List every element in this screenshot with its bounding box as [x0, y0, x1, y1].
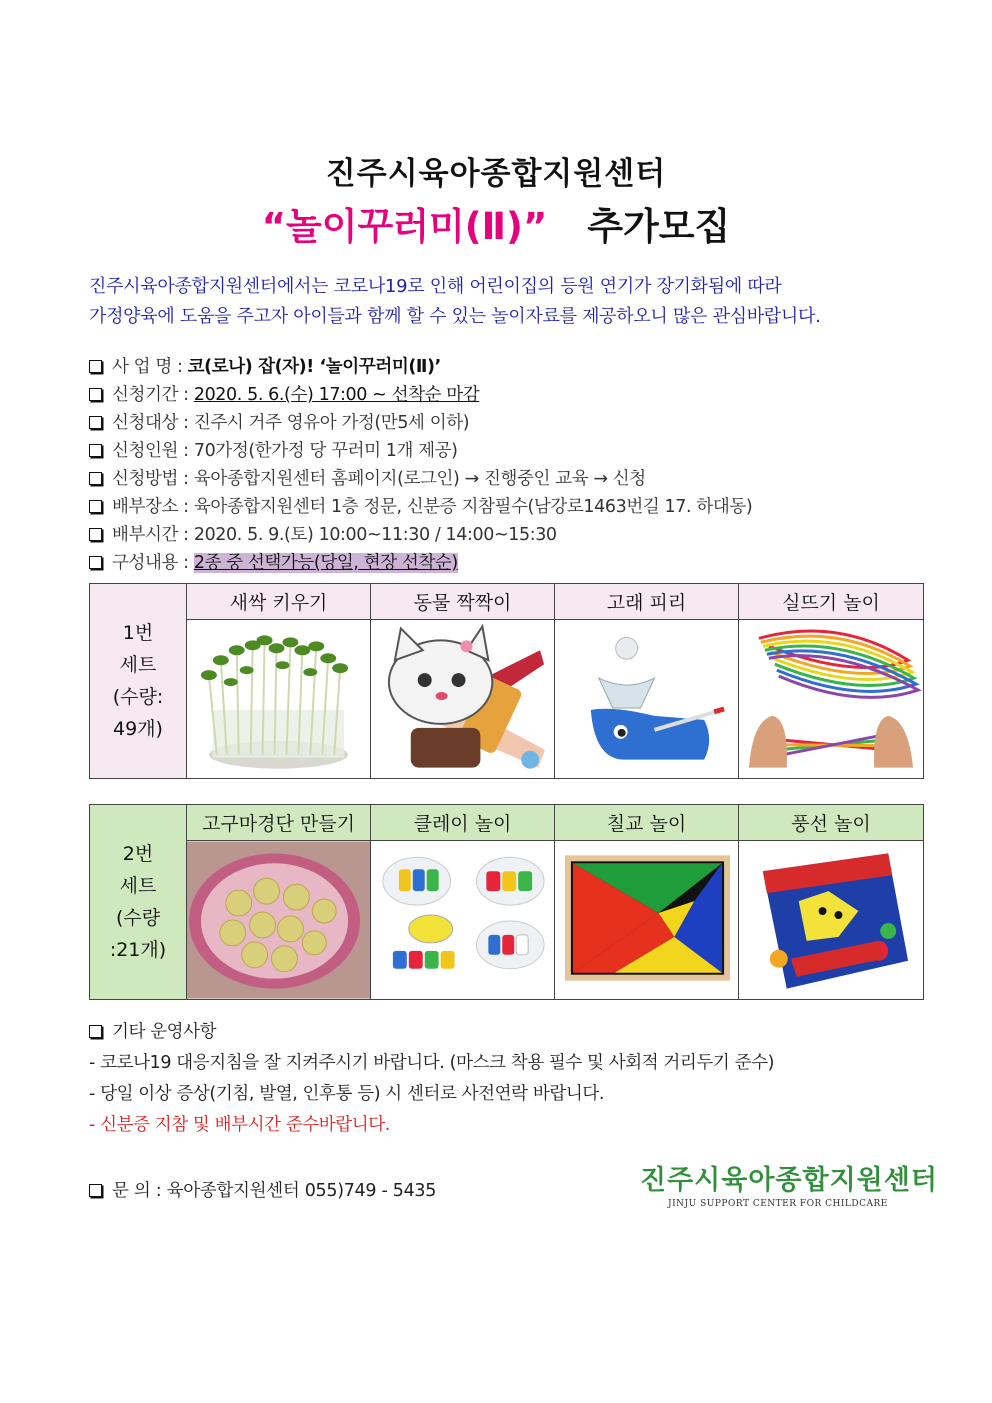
set-label-line: 1번: [122, 622, 154, 644]
logo-subtext: JINJU SUPPORT CENTER FOR CHILDCARE: [668, 1199, 888, 1209]
info-row: [89, 353, 909, 381]
set2-item-header: 클레이 놀이: [371, 805, 555, 841]
contact-text: 문 의 : 육아종합지원센터 055)749 - 5435: [112, 1181, 437, 1201]
cats-cradle-photo: [739, 620, 924, 779]
info-label: 배부장소 :: [112, 497, 194, 517]
checkbox-bullet-icon: [89, 1025, 102, 1038]
info-label: 사 업 명 :: [112, 357, 188, 377]
info-value: 코(로나) 잡(자)! ‘놀이꾸러미(Ⅱ)’: [187, 357, 441, 377]
set1-item-header: 고래 피리: [555, 584, 739, 620]
set1-item-header: 새싹 키우기: [187, 584, 371, 620]
animal-clapper-photo: [371, 620, 555, 779]
cats-cradle-image: [739, 620, 923, 778]
info-row: [89, 409, 909, 437]
info-label: 신청대상 :: [112, 413, 194, 433]
notes-heading-text: 기타 운영사항: [112, 1022, 217, 1042]
info-label: 신청기간 :: [112, 385, 194, 405]
page-title: 진주시육아종합지원센터: [325, 156, 667, 192]
info-label: 배부시간 :: [112, 525, 194, 545]
clay-image: [371, 841, 554, 999]
info-value: 2020. 5. 6.(수) 17:00 ~ 선착순 마감: [193, 385, 480, 405]
animal-clapper-image: [371, 620, 554, 778]
dumpling-image: [187, 841, 370, 999]
intro-line: 진주시육아종합지원센터에서는 코로나19로 인해 어린이집의 등원 연기가 장기화됨에 따라: [89, 276, 782, 297]
set-label-line: :21개): [109, 939, 167, 961]
set2-label: [90, 805, 187, 1000]
info-row: [89, 465, 909, 493]
info-row: [89, 437, 909, 465]
checkbox-bullet-icon: [89, 500, 102, 513]
checkbox-bullet-icon: [89, 444, 102, 457]
info-label: 신청방법 :: [112, 469, 194, 489]
balloon-pack-image: [739, 841, 923, 999]
info-value: 육아종합지원센터 홈페이지(로그인) → 진행중인 교육 → 신청: [193, 469, 646, 489]
checkbox-bullet-icon: [89, 416, 102, 429]
balloon-pack-photo: [739, 841, 924, 1000]
note-line: - 당일 이상 증상(기침, 발열, 인후통 등) 시 센터로 사전연락 바랍니다.: [89, 1084, 605, 1104]
contact-info: [89, 1177, 436, 1202]
set-label-line: (수량: [115, 907, 161, 929]
intro-line: 가정양육에 도움을 주고자 아이들과 함께 할 수 있는 놀이자료를 제공하오니 많은 관심바랍니다.: [89, 306, 821, 327]
set-label-line: 2번: [122, 843, 154, 865]
set2-item-header: 고구마경단 만들기: [187, 805, 371, 841]
set1-label: [90, 584, 187, 779]
page-subtitle: [0, 196, 992, 250]
checkbox-bullet-icon: [89, 556, 102, 569]
note-line-warning: - 신분증 지참 및 배부시간 준수바랍니다.: [89, 1115, 390, 1135]
whale-whistle-image: [555, 620, 738, 778]
info-row: [89, 381, 909, 409]
checkbox-bullet-icon: [89, 528, 102, 541]
tangram-image: [555, 841, 738, 999]
info-value: 육아종합지원센터 1층 정문, 신분증 지참필수(남강로1463번길 17. 하대동): [193, 497, 753, 517]
set1-item-header: 동물 짝짝이: [371, 584, 555, 620]
info-value: 2종 중 선택가능(당일, 현장 선착순): [193, 553, 458, 573]
logo-text: 진주시육아종합지원센터: [640, 1165, 938, 1196]
info-value: 2020. 5. 9.(토) 10:00~11:30 / 14:00~15:30: [193, 525, 557, 545]
tangram-photo: [555, 841, 739, 1000]
info-value: 70가정(한가정 당 꾸러미 1개 제공): [193, 441, 458, 461]
info-list: [89, 353, 909, 577]
checkbox-bullet-icon: [89, 472, 102, 485]
other-notes: [89, 1017, 909, 1141]
info-row: [89, 549, 909, 577]
set2-item-header: 풍선 놀이: [739, 805, 924, 841]
sweet-potato-dumpling-photo: [187, 841, 371, 1000]
info-label: 구성내용 :: [112, 553, 194, 573]
checkbox-bullet-icon: [89, 1184, 102, 1197]
program-name: “놀이꾸러미(Ⅱ)”: [261, 205, 548, 248]
info-row: [89, 521, 909, 549]
set2-item-header: 칠교 놀이: [555, 805, 739, 841]
clay-photo: [371, 841, 555, 1000]
note-line: - 코로나19 대응지침을 잘 지켜주시기 바랍니다. (마스크 착용 필수 및 사회적 거리두기 준수): [89, 1053, 775, 1073]
set1-table: [89, 583, 924, 779]
checkbox-bullet-icon: [89, 388, 102, 401]
recruit-label: 추가모집: [587, 205, 731, 248]
notes-heading: [89, 1017, 909, 1048]
intro-text: [89, 272, 909, 332]
info-row: [89, 493, 909, 521]
sprout-photo: [187, 620, 371, 779]
sprout-image: [187, 620, 370, 778]
whale-whistle-photo: [555, 620, 739, 779]
set-label-line: 세트: [119, 875, 157, 897]
checkbox-bullet-icon: [89, 360, 102, 373]
info-label: 신청인원 :: [112, 441, 194, 461]
info-value: 진주시 거주 영유아 가정(만5세 이하): [193, 413, 470, 433]
set1-item-header: 실뜨기 놀이: [739, 584, 924, 620]
set2-table: [89, 804, 924, 1000]
set-label-line: 세트: [119, 654, 157, 676]
set-label-line: (수량:: [112, 686, 164, 708]
center-logo: [640, 1158, 938, 1218]
set-label-line: 49개): [113, 718, 163, 740]
